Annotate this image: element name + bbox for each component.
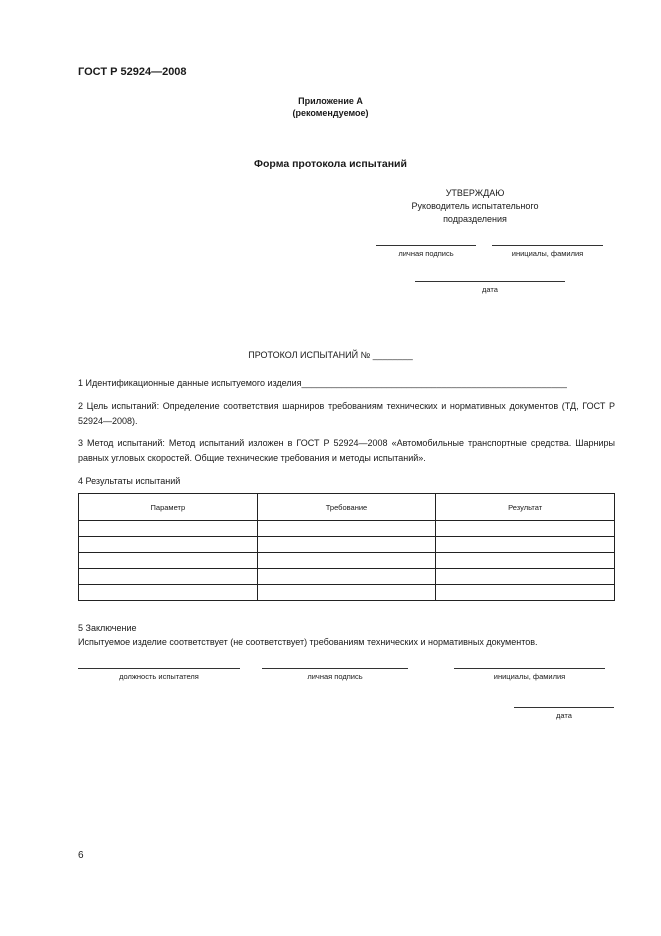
approver-name-line bbox=[492, 245, 603, 246]
table-cell bbox=[436, 521, 615, 537]
column-header-result: Результат bbox=[436, 494, 615, 521]
protocol-date-line bbox=[514, 707, 614, 708]
item-results-heading: 4 Результаты испытаний bbox=[78, 476, 181, 486]
table-cell bbox=[257, 585, 436, 601]
table-cell bbox=[436, 553, 615, 569]
table-header-row bbox=[79, 494, 615, 521]
column-header-parameter: Параметр bbox=[79, 494, 258, 521]
table-cell bbox=[79, 537, 258, 553]
tester-signature-line bbox=[262, 668, 408, 669]
conclusion-text: Испытуемое изделие соответствует (не соответствует) требованиям технических и нормативных документов. bbox=[78, 637, 538, 647]
item-identification: 1 Идентификационные данные испытуемого изделия_____________________________________________________ bbox=[78, 378, 567, 388]
table-row bbox=[79, 585, 615, 601]
approval-date-line bbox=[415, 281, 565, 282]
table-cell bbox=[257, 521, 436, 537]
item-method: 3 Метод испытаний: Метод испытаний изложен в ГОСТ Р 52924—2008 «Автомобильные транспортные средства. Шарниры равных угловых скоростей. Общие технические требования и методы испытаний». bbox=[78, 438, 615, 463]
results-table bbox=[78, 493, 615, 601]
tester-name-caption: инициалы, фамилия bbox=[493, 672, 566, 681]
table-cell bbox=[79, 585, 258, 601]
table-cell bbox=[436, 585, 615, 601]
table-cell bbox=[79, 553, 258, 569]
tester-position-line bbox=[78, 668, 240, 669]
table-row bbox=[79, 521, 615, 537]
approver-role-line2: подразделения bbox=[443, 214, 507, 224]
approver-name-caption: инициалы, фамилия bbox=[511, 249, 584, 258]
page-number: 6 bbox=[78, 850, 84, 861]
table-row bbox=[79, 569, 615, 585]
tester-signature-caption: личная подпись bbox=[307, 672, 363, 681]
protocol-title: ПРОТОКОЛ ИСПЫТАНИЙ № ________ bbox=[248, 350, 413, 360]
approver-role-line1: Руководитель испытательного bbox=[411, 201, 539, 211]
table-cell bbox=[257, 553, 436, 569]
table-cell bbox=[79, 569, 258, 585]
table-cell bbox=[257, 537, 436, 553]
protocol-date-caption: дата bbox=[556, 711, 572, 720]
appendix-title: Приложение А bbox=[298, 96, 363, 106]
table-cell bbox=[436, 569, 615, 585]
table-cell bbox=[257, 569, 436, 585]
appendix-status: (рекомендуемое) bbox=[292, 108, 369, 118]
table-row bbox=[79, 553, 615, 569]
item-purpose: 2 Цель испытаний: Определение соответствия шарниров требованиям технических и нормативных документов (ТД, ГОСТ Р 52924—2008). bbox=[78, 401, 615, 426]
table-row bbox=[79, 537, 615, 553]
approve-word: УТВЕРЖДАЮ bbox=[445, 188, 505, 198]
approver-signature-caption: личная подпись bbox=[398, 249, 454, 258]
tester-position-caption: должность испытателя bbox=[119, 672, 199, 681]
item-conclusion-heading: 5 Заключение bbox=[78, 623, 137, 633]
column-header-requirement: Требование bbox=[257, 494, 436, 521]
standard-code-header: ГОСТ Р 52924—2008 bbox=[78, 66, 187, 78]
approver-signature-line bbox=[376, 245, 476, 246]
approval-date-caption: дата bbox=[482, 285, 498, 294]
table-cell bbox=[79, 521, 258, 537]
tester-name-line bbox=[454, 668, 605, 669]
table-cell bbox=[436, 537, 615, 553]
form-title: Форма протокола испытаний bbox=[254, 158, 407, 170]
